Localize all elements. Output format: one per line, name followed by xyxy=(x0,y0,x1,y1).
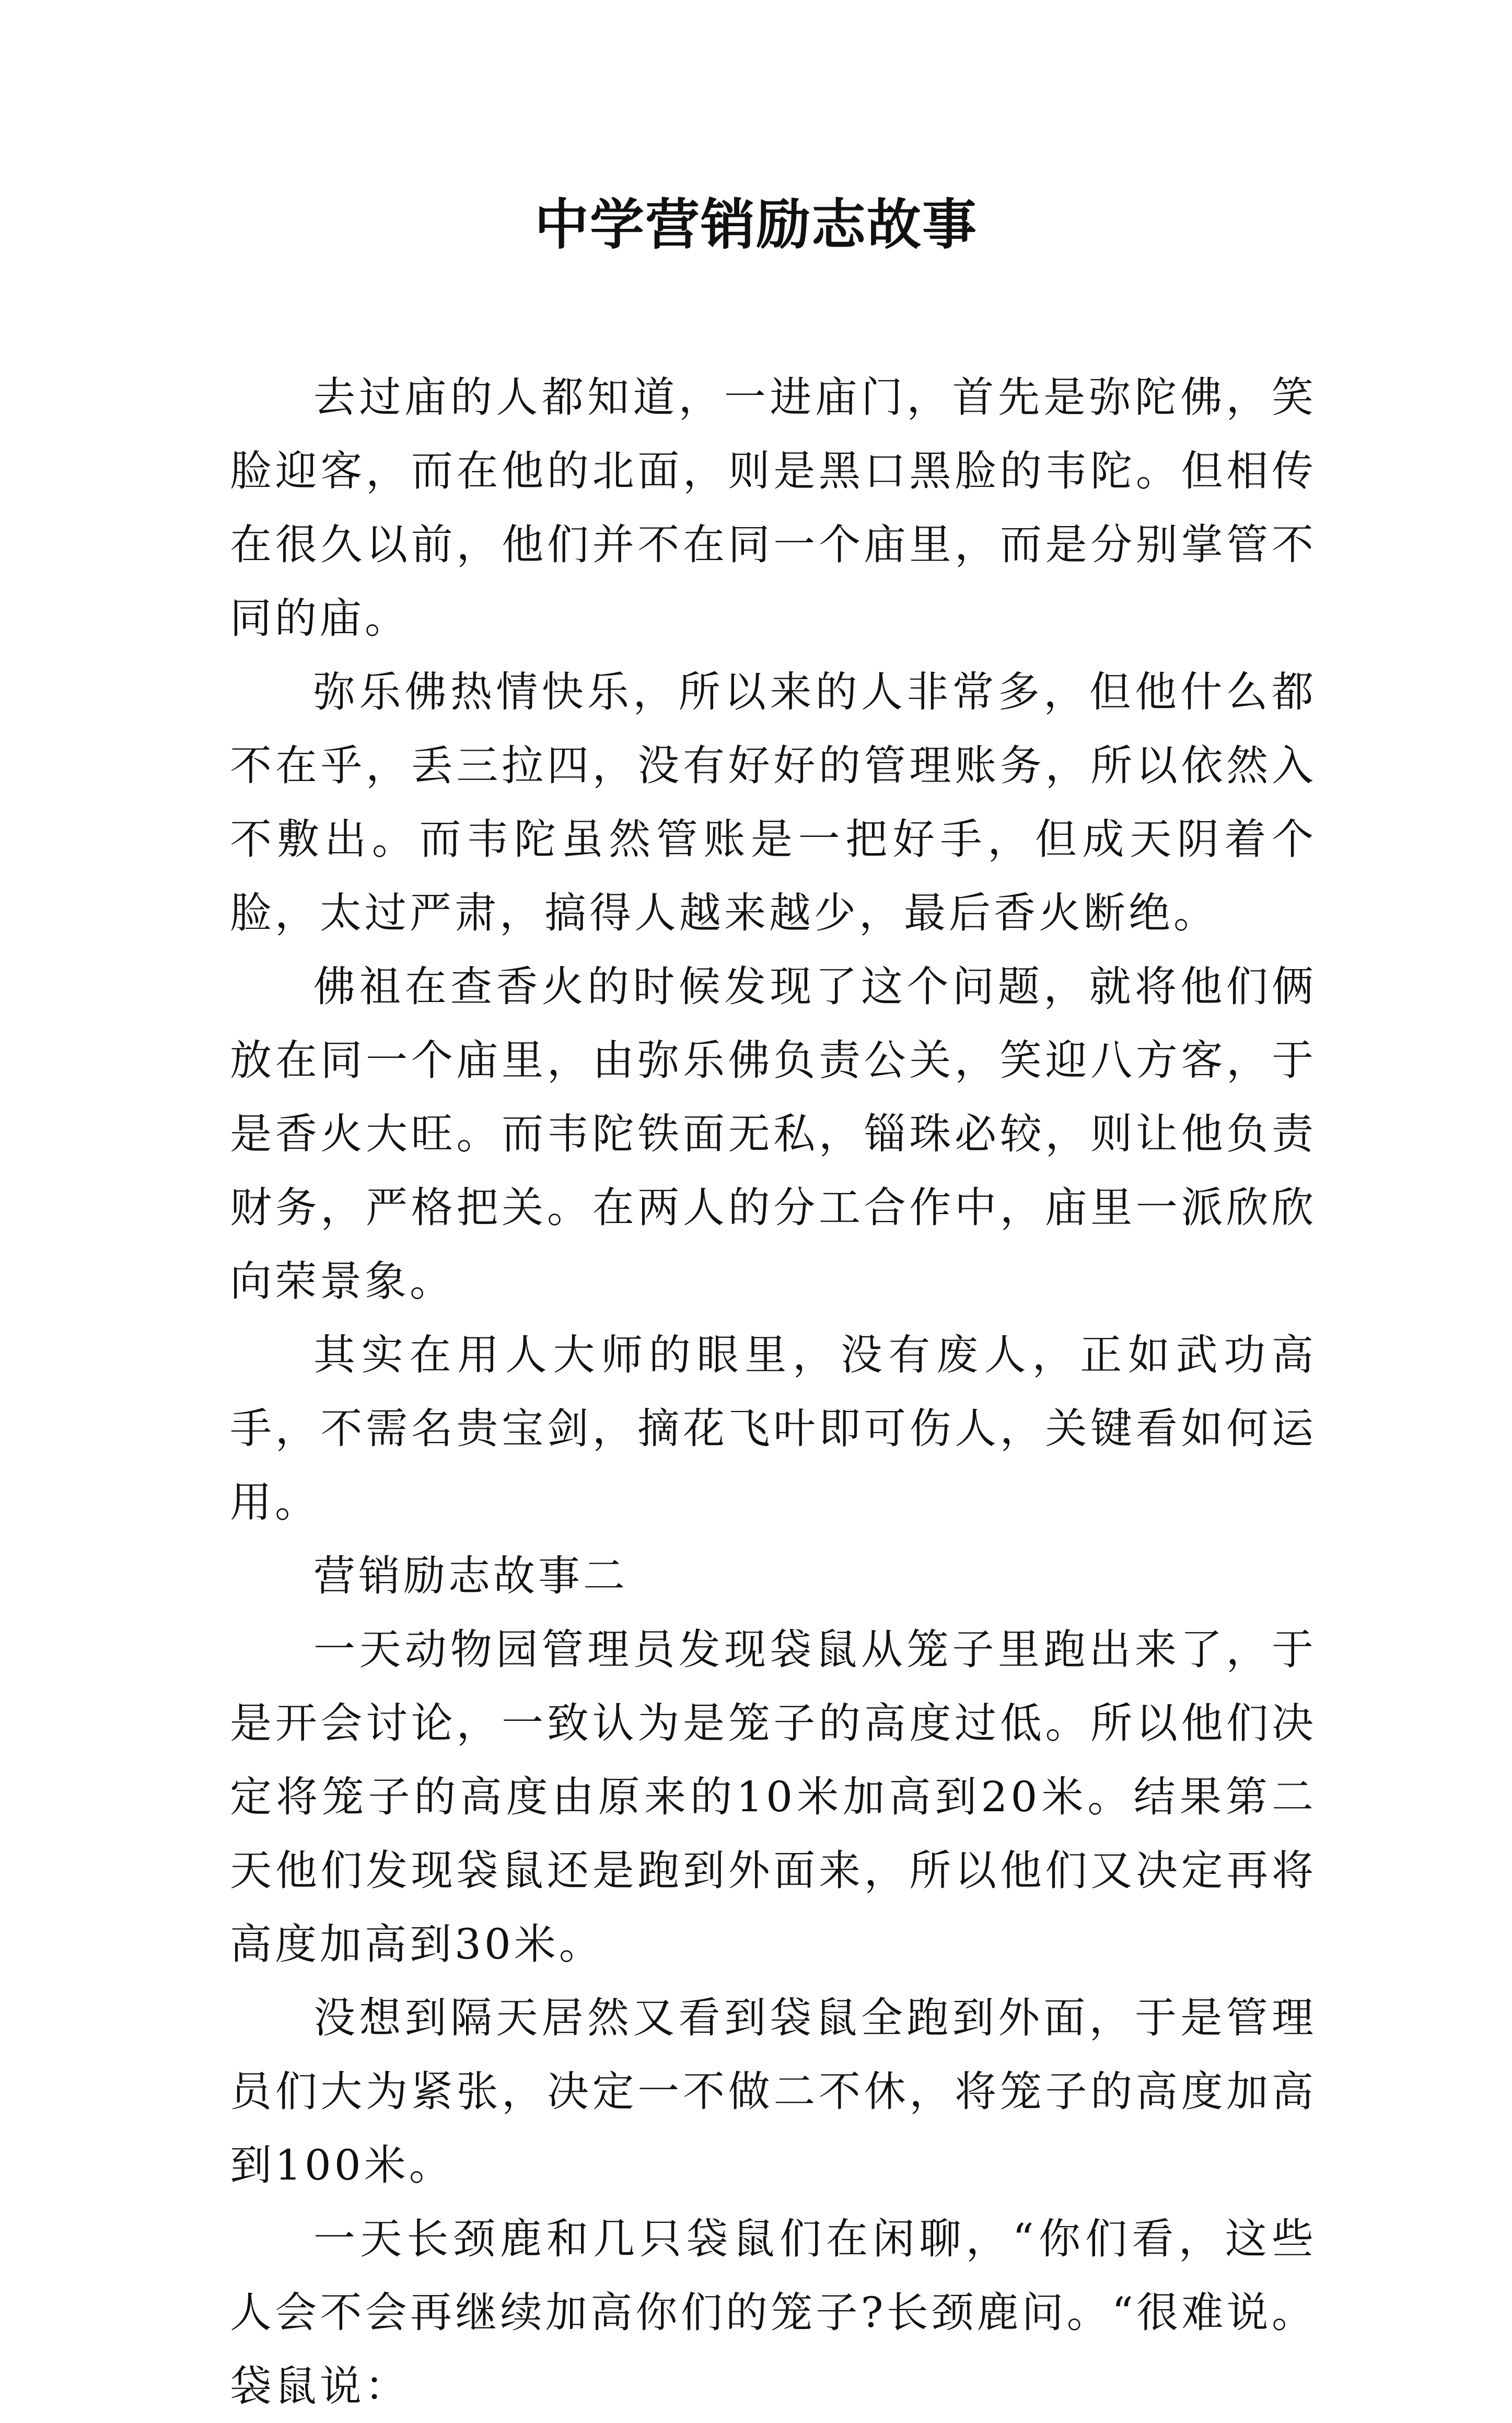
paragraph: 一天动物园管理员发现袋鼠从笼子里跑出来了，于是开会讨论，一致认为是笼子的高度过低。所以他们决定将笼子的高度由原来的10米加高到20米。结果第二天他们发现袋鼠还是跑到外面来，所以他们又决定再将高度加高到30米。 xyxy=(230,1625,1317,1968)
section-heading: 营销励志故事二 xyxy=(313,1552,628,1600)
paragraph: 佛祖在查香火的时候发现了这个问题，就将他们俩放在同一个庙里，由弥乐佛负责公关，笑迎八方客，于是香火大旺。而韦陀铁面无私，锱珠必较，则让他负责财务，严格把关。在两人的分工合作中，庙里一派欣欣向荣景象。 xyxy=(230,962,1317,1306)
paragraph: 去过庙的人都知道，一进庙门，首先是弥陀佛，笑脸迎客，而在他的北面，则是黑口黑脸的韦陀。但相传在很久以前，他们并不在同一个庙里，而是分别掌管不同的庙。 xyxy=(230,373,1317,643)
document-title: 中学营销励志故事 xyxy=(534,192,978,257)
paragraph: 其实在用人大师的眼里，没有废人，正如武功高手，不需名贵宝剑，摘花飞叶即可伤人，关键看如何运用。 xyxy=(230,1331,1317,1527)
paragraph: 一天长颈鹿和几只袋鼠们在闲聊，“你们看，这些人会不会再继续加高你们的笼子?长颈鹿问。“很难说。袋鼠说： xyxy=(230,2215,1317,2410)
paragraph: 弥乐佛热情快乐，所以来的人非常多，但他什么都不在乎，丢三拉四，没有好好的管理账务，所以依然入不敷出。而韦陀虽然管账是一把好手，但成天阴着个脸，太过严肃，搞得人越来越少，最后香火断绝。 xyxy=(230,668,1317,937)
paragraph: 没想到隔天居然又看到袋鼠全跑到外面，于是管理员们大为紧张，决定一不做二不休，将笼子的高度加高到100米。 xyxy=(230,1994,1317,2189)
document-body xyxy=(230,360,1317,2423)
